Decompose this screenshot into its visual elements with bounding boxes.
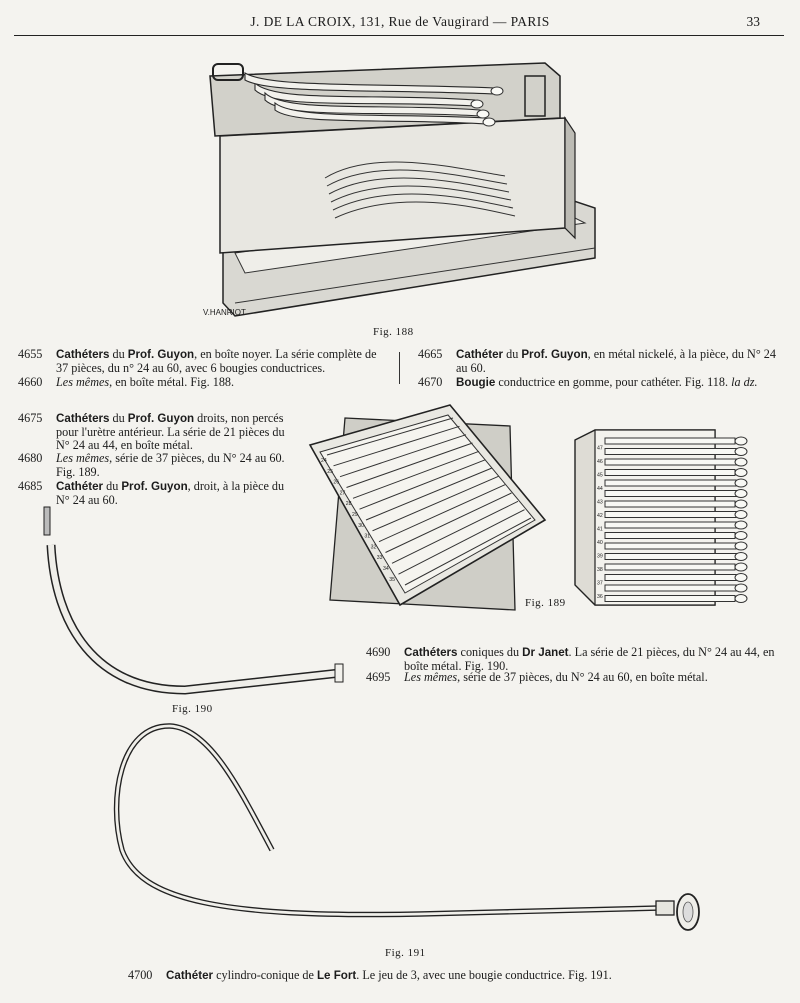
entry-text (456, 348, 782, 375)
entry-4670 (418, 376, 782, 391)
catheter-tip (735, 469, 747, 477)
fig-189-caption: Fig. 189 (525, 597, 566, 609)
entry-number: 4690 (366, 645, 391, 659)
entry-text (456, 376, 782, 390)
catheter-tip (735, 563, 747, 571)
fig-188-caption: Fig. 188 (373, 326, 414, 338)
tray-catheter-rod (605, 585, 737, 591)
catheter-tip (735, 574, 747, 582)
entry-body-text: , en boîte noyer. La série complète de 37 pièces, du n° 24 au 60, avec 6 bougies conductrices. (56, 347, 377, 375)
catheter-tip (735, 448, 747, 456)
entry-text (56, 376, 390, 390)
tray-catheter-rod (605, 575, 736, 581)
scale-number: 34 (383, 566, 389, 572)
entry-body-text: droits, non percés pour l'urètre antérieur. La série de 21 pièces du N° 24 au 44, en boîte métal. (56, 411, 285, 452)
tray-catheter-rod (605, 491, 737, 497)
entry-4655 (18, 348, 390, 378)
fig-189-illustration (305, 400, 785, 615)
tray-catheter-rod (605, 512, 736, 518)
entry-bold-term: Cathéter (166, 969, 214, 982)
scale-number: 45 (597, 472, 603, 479)
tray-catheter-rod (605, 449, 736, 455)
tray-catheter-rod (605, 554, 737, 560)
entry-text (404, 671, 784, 685)
scale-number: 25 (327, 468, 333, 475)
tray-catheter-rod (605, 480, 736, 486)
scale-number: 42 (597, 513, 603, 519)
scale-number: 35 (389, 576, 395, 583)
scale-number: 39 (597, 553, 603, 560)
entry-bold-term: Cathéters (404, 646, 458, 659)
scale-number: 31 (364, 533, 371, 540)
entry-number: 4695 (366, 670, 391, 684)
tray-catheter-rod (605, 522, 737, 528)
entry-4660 (18, 376, 390, 391)
entry-bold-term: Cathéters (56, 412, 110, 425)
scale-number: 47 (597, 445, 603, 452)
tray-catheter-rod (605, 470, 735, 476)
scale-number: 44 (597, 486, 603, 492)
scale-number: 38 (597, 567, 603, 573)
entry-body-text: cylindro-conique de (213, 968, 317, 982)
catheter-tip (735, 458, 747, 466)
entry-text (56, 452, 290, 479)
scale-number: 37 (597, 580, 603, 587)
entry-bold-term: Prof. Guyon (521, 348, 588, 361)
scale-number: 24 (321, 458, 327, 464)
catheter-tip (735, 553, 747, 561)
catheter-tip (735, 437, 747, 445)
entry-4695 (366, 671, 784, 686)
entry-body-text: , série de 37 pièces, du N° 24 au 60, en boîte métal. (457, 670, 708, 684)
entry-body-text: , en boîte métal. Fig. 188. (109, 375, 235, 389)
entry-bold-term: Prof. Guyon (127, 348, 195, 361)
tray-catheter-rod (605, 459, 737, 465)
fig-191-caption: Fig. 191 (385, 947, 426, 959)
entry-body-text: . La série de 21 pièces, du N° 24 au 44, en boîte métal. Fig. 190. (404, 645, 775, 673)
catheter-tip (735, 521, 747, 529)
entry-4675 (18, 412, 290, 454)
fig-191-illustration (100, 720, 710, 945)
catheter-tip (735, 532, 747, 540)
scale-number: 43 (597, 499, 603, 506)
entry-italic-text: Les mêmes (56, 375, 110, 389)
entry-text (56, 412, 290, 453)
entry-italic-text: Les mêmes (56, 451, 110, 465)
entry-bold-term: Cathéters (56, 348, 110, 361)
entry-number: 4675 (18, 411, 43, 425)
page-header-title: J. DE LA CROIX, 131, Rue de Vaugirard — PARIS (250, 14, 550, 29)
tray-catheter-rod (605, 501, 735, 507)
entry-italic-text: la dz. (731, 375, 758, 389)
entry-text (56, 480, 290, 507)
entry-number: 4655 (18, 347, 43, 361)
entry-bold-term: Prof. Guyon (127, 412, 195, 425)
scale-number: 40 (597, 540, 603, 546)
entry-body-text: , en métal nickelé, à la pièce, du N° 24 au 60. (456, 347, 776, 375)
entry-body-text: . Le jeu de 3, avec une bougie conductrice. Fig. 191. (356, 968, 612, 982)
tray-catheter-rod (605, 438, 735, 444)
entry-4700 (128, 969, 728, 984)
entry-text (56, 348, 390, 375)
entry-4665 (418, 348, 782, 378)
entry-4680 (18, 452, 290, 482)
scale-number: 41 (597, 526, 603, 533)
fig-190-illustration (35, 505, 355, 705)
catheter-tip (735, 511, 747, 519)
catheter-tip (735, 500, 747, 508)
entry-body-text: coniques du (457, 645, 523, 659)
catheter-tip (735, 584, 747, 592)
entry-italic-text: Les mêmes (404, 670, 458, 684)
fig-188-signature: V.HANRIOT (203, 308, 246, 317)
scale-number: 32 (370, 544, 377, 551)
entry-body-text: du (103, 479, 122, 493)
fig-190-caption: Fig. 190 (172, 703, 213, 715)
tray-catheter-rod (605, 543, 736, 549)
header-rule (14, 35, 784, 36)
scale-number: 26 (333, 479, 340, 486)
entry-body-text: , droit, à la pièce du N° 24 au 60. (56, 479, 285, 507)
catheter-tip (735, 479, 747, 487)
entry-bold-term: Dr Janet (522, 646, 569, 659)
entry-text (166, 969, 728, 983)
catheter-tip (735, 490, 747, 498)
entry-number: 4670 (418, 375, 443, 389)
entry-number: 4660 (18, 375, 43, 389)
entry-body-text: du (109, 411, 128, 425)
entry-body-text: , série de 37 pièces, du N° 24 au 60. Fig. 189. (56, 451, 285, 479)
tray-catheter-rod (605, 533, 735, 539)
tray-catheter-rod (605, 564, 735, 570)
column-divider (399, 352, 400, 384)
scale-number: 33 (376, 555, 383, 562)
scale-number: 30 (358, 522, 364, 529)
tray-catheter-rod (605, 596, 735, 602)
page-number: 33 (746, 14, 760, 29)
fig-188-illustration (175, 58, 615, 328)
entry-number: 4665 (418, 347, 443, 361)
entry-number: 4700 (128, 968, 153, 982)
entry-bold-term: Cathéter (456, 348, 504, 361)
entry-bold-term: Prof. Guyon (121, 480, 188, 493)
entry-number: 4680 (18, 451, 43, 465)
entry-bold-term: Cathéter (56, 480, 104, 493)
entry-bold-term: Bougie (456, 376, 496, 389)
entry-number: 4685 (18, 479, 43, 493)
catheter-tip (735, 595, 747, 603)
entry-text (404, 646, 784, 673)
entry-body-text: du (503, 347, 522, 361)
catheter-tip (735, 542, 747, 550)
entry-body-text: du (109, 347, 128, 361)
scale-number: 29 (352, 512, 358, 518)
scale-number: 28 (345, 501, 352, 508)
scale-number: 36 (597, 594, 603, 600)
entry-bold-term: Le Fort (316, 969, 357, 982)
entry-body-text: conductrice en gomme, pour cathéter. Fig. 118. (495, 375, 732, 389)
scale-number: 46 (597, 459, 603, 465)
scale-number: 27 (339, 490, 346, 497)
